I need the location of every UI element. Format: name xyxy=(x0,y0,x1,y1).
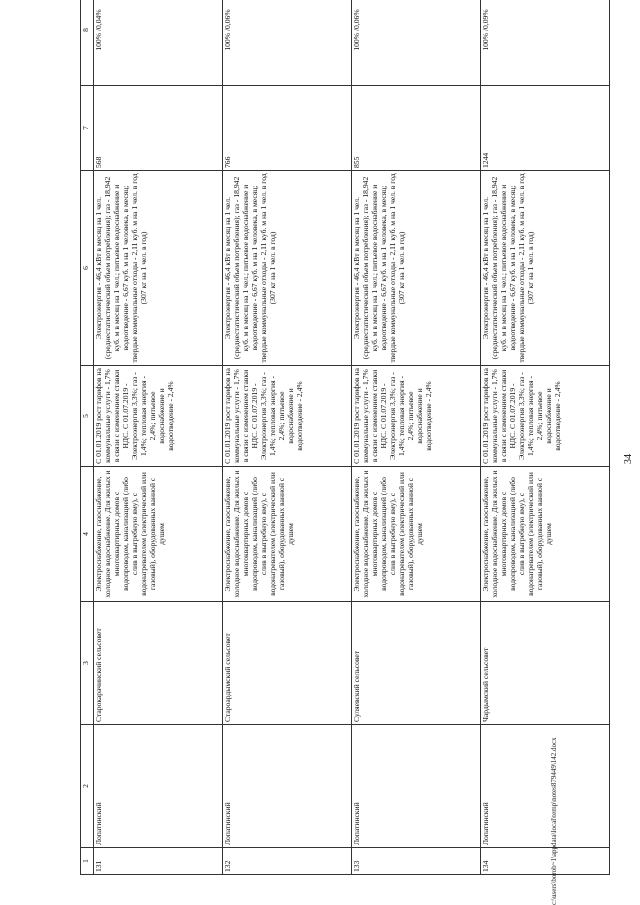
district-cell: Лопатинский xyxy=(94,725,223,848)
tariff-table xyxy=(80,0,610,875)
header-col-8: 8 xyxy=(81,0,94,86)
settlement-cell: Чардымский сельсовет xyxy=(481,602,610,725)
norms-cell: Электроэнергия - 46,4 кВт в месяц на 1 чел. (среднестатистический объем потребления); газ - 18,942 куб. м в месяц на 1 чел.; питьевое водоснабжение и водоотведение - 6,67 куб. м на 1 человека, в месяц; твердые коммунальные отходы - 2,11 куб. м на 1 чел. в год (307 кг на 1 чел. в год) xyxy=(481,171,610,366)
header-col-2: 2 xyxy=(81,725,94,848)
settlement-cell: Суляевский сельсовет xyxy=(352,602,481,725)
header-col-1: 1 xyxy=(81,848,94,875)
population-cell: 1244 xyxy=(481,86,610,171)
norms-cell: Электроэнергия - 46,4 кВт в месяц на 1 чел. (среднестатистический объем потребления); газ - 18,942 куб. м в месяц на 1 чел.; питьевое водоснабжение и водоотведение - 6,67 куб. м на 1 человека, в месяц; твердые коммунальные отходы - 2,11 куб. м на 1 чел. в год (307 кг на 1 чел. в год) xyxy=(94,171,223,366)
district-cell: Лопатинский xyxy=(352,725,481,848)
table-row xyxy=(352,0,481,875)
district-cell: Лопатинский xyxy=(223,725,352,848)
row-number: 133 xyxy=(352,848,481,875)
header-col-3: 3 xyxy=(81,602,94,725)
population-cell: 855 xyxy=(352,86,481,171)
table-row xyxy=(223,0,352,875)
footer-file-path: c:\users\borob~1\appdata\local\temp\notes879449\142.docx xyxy=(550,737,558,905)
tariff-cell: С 01.01.2019 рост тарифов на коммунальные услуги - 1,7% в связи с изменением ставки НДС. С 01.07.2019 - Электроэнергия 3,3%; газ - 1,4%; тепловая энергия - 2,4%; питьевое водоснабжение и водоотведение - 2,4% xyxy=(481,366,610,467)
row-number: 131 xyxy=(94,848,223,875)
settlement-cell: Старокарачинский сельсовет xyxy=(94,602,223,725)
index-cell: 100% /0,09% xyxy=(481,0,610,86)
header-col-7: 7 xyxy=(81,86,94,171)
improvement-cell: Электроснабжение, газоснабжение, холодное водоснабжение. Для жилых и многоквартирных домов с водопроводом, канализацией (либо слив в выгребную яму), с водонагревателем (электрический или газовый), оборудованных ванной с душем xyxy=(481,467,610,602)
rotated-table-container xyxy=(80,9,610,875)
header-col-6: 6 xyxy=(81,171,94,366)
improvement-cell: Электроснабжение, газоснабжение, холодное водоснабжение. Для жилых и многоквартирных домов с водопроводом, канализацией (либо слив в выгребную яму), с водонагревателем (электрический или газовый), оборудованных ванной с душем xyxy=(223,467,352,602)
header-col-5: 5 xyxy=(81,366,94,467)
tariff-cell: С 01.01.2019 рост тарифов на коммунальные услуги - 1,7% в связи с изменением ставки НДС. С 01.07.2019 - Электроэнергия 3,3%; газ - 1,4%; тепловая энергия - 2,4%; питьевое водоснабжение и водоотведение - 2,4% xyxy=(94,366,223,467)
improvement-cell: Электроснабжение, газоснабжение, холодное водоснабжение. Для жилых и многоквартирных домов с водопроводом, канализацией (либо слив в выгребную яму), с водонагревателем (электрический или газовый), оборудованных ванной с душем xyxy=(352,467,481,602)
norms-cell: Электроэнергия - 46,4 кВт в месяц на 1 чел. (среднестатистический объем потребления); газ - 18,942 куб. м в месяц на 1 чел.; питьевое водоснабжение и водоотведение - 6,67 куб. м на 1 человека, в месяц; твердые коммунальные отходы - 2,11 куб. м на 1 чел. в год (307 кг на 1 чел. в год) xyxy=(223,171,352,366)
improvement-cell: Электроснабжение, газоснабжение, холодное водоснабжение. Для жилых и многоквартирных домов с водопроводом, канализацией (либо слив в выгребную яму), с водонагревателем (электрический или газовый), оборудованных ванной с душем xyxy=(94,467,223,602)
table-header-row xyxy=(81,0,94,875)
table-row xyxy=(94,0,223,875)
page-number: 34 xyxy=(623,454,634,464)
table-row xyxy=(481,0,610,875)
index-cell: 100% /0,06% xyxy=(223,0,352,86)
index-cell: 100% /0,06% xyxy=(352,0,481,86)
header-col-4: 4 xyxy=(81,467,94,602)
population-cell: 568 xyxy=(94,86,223,171)
index-cell: 100% /0,04% xyxy=(94,0,223,86)
tariff-cell: С 01.01.2019 рост тарифов на коммунальные услуги - 1,7% в связи с изменением ставки НДС. С 01.07.2019 - Электроэнергия 3,3%; газ - 1,4%; тепловая энергия - 2,4%; питьевое водоснабжение и водоотведение - 2,4% xyxy=(352,366,481,467)
tariff-cell: С 01.01.2019 рост тарифов на коммунальные услуги - 1,7% в связи с изменением ставки НДС. С 01.07.2019 - Электроэнергия 3,3%; газ - 1,4%; тепловая энергия - 2,4%; питьевое водоснабжение и водоотведение - 2,4% xyxy=(223,366,352,467)
row-number: 132 xyxy=(223,848,352,875)
row-number: 134 xyxy=(481,848,610,875)
population-cell: 766 xyxy=(223,86,352,171)
norms-cell: Электроэнергия - 46,4 кВт в месяц на 1 чел. (среднестатистический объем потребления); газ - 18,942 куб. м в месяц на 1 чел.; питьевое водоснабжение и водоотведение - 6,67 куб. м на 1 человека, в месяц; твердые коммунальные отходы - 2,11 куб. м на 1 чел. в год (307 кг на 1 чел. в год) xyxy=(352,171,481,366)
district-cell: Лопатинский xyxy=(481,725,610,848)
settlement-cell: Староардымский сельсовет xyxy=(223,602,352,725)
